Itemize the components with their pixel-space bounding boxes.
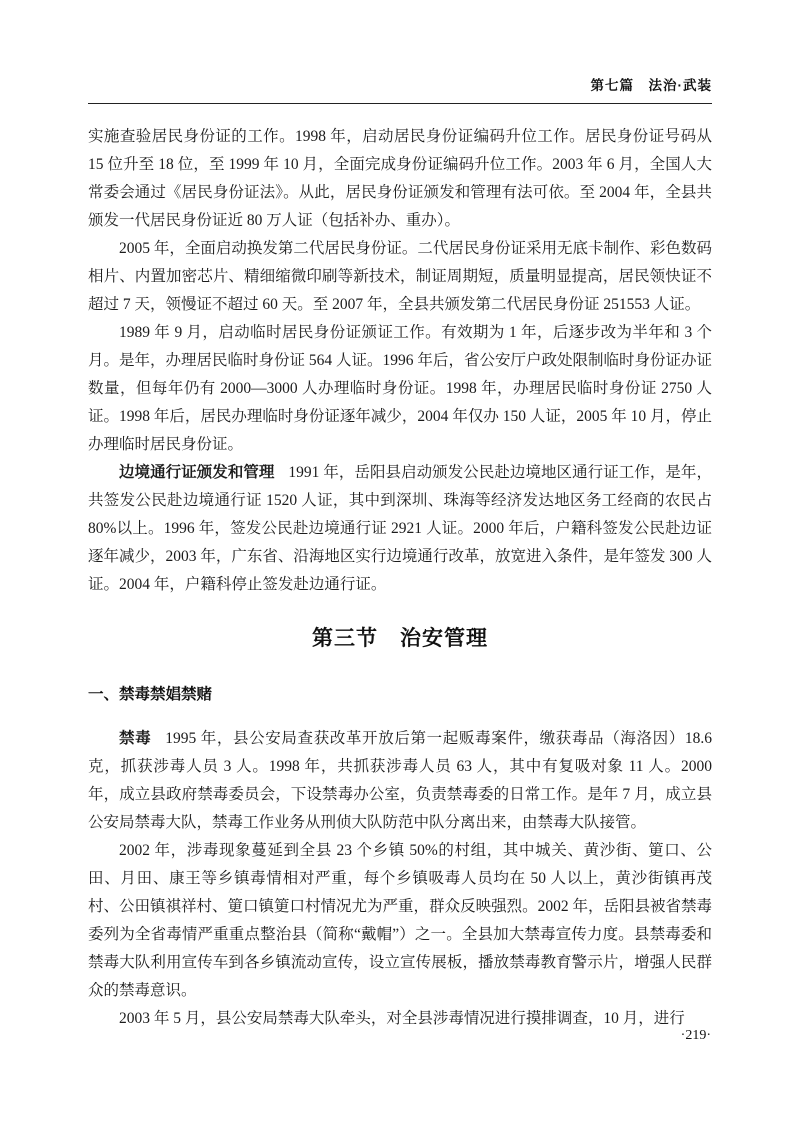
paragraph-text: 2003 年 5 月，县公安局禁毒大队牵头，对全县涉毒情况进行摸排调查，10 月，进行 [119, 1010, 685, 1027]
paragraph [88, 235, 712, 319]
section-title: 第三节 治安管理 [312, 627, 488, 650]
paragraph-text: 1989 年 9 月，启动临时居民身份证颁证工作。有效期为 1 年，后逐步改为半年和 3 个月。是年，办理居民临时身份证 564 人证。1996 年后，省公安厅户政处限制临时身份证办证数量，但每年仍有 2000—3000 人办理临时身份证。1998 年，办理居民临时身份证 2750 人证。1998 年后，居民办理临时身份证逐年减少，2004 年仅办 150 人证，2005 年 10 月，停止办理临时居民身份证。 [88, 324, 712, 453]
page-content [88, 74, 712, 1033]
paragraph-text: 1991 年，岳阳县启动颁发公民赴边境地区通行证工作，是年，共签发公民赴边境通行证 1520 人证，其中到深圳、珠海等经济发达地区务工经商的农民占 80%以上。1996 年，签发公民赴边境通行证 2921 人证。2000 年后，户籍科签发公民赴边证逐年减少，2003 年，广东省、沿海地区实行边境通行改革，放宽进入条件，是年签发 300 人证。2004 年，户籍科停止签发赴边通行证。 [88, 464, 712, 593]
header-divider [88, 103, 712, 104]
paragraph [88, 459, 712, 599]
paragraph-lead: 边境通行证颁发和管理 [119, 464, 275, 481]
paragraph [88, 123, 712, 235]
paragraph [88, 319, 712, 459]
page-number: ·219· [680, 1028, 711, 1043]
paragraph [88, 837, 712, 1005]
running-header: 第七篇 法治·武装 [590, 78, 712, 93]
paragraph-lead: 禁毒 [119, 730, 152, 747]
subsection-title: 一、禁毒禁娼禁赌 [88, 686, 213, 703]
paragraph-text: 实施查验居民身份证的工作。1998 年，启动居民身份证编码升位工作。居民身份证号码从 15 位升至 18 位，至 1999 年 10 月，全面完成身份证编码升位工作。2003 年 6 月，全国人大常委会通过《居民身份证法》。从此，居民身份证颁发和管理有法可依。至 2004 年，全县共颁发一代居民身份证近 80 万人证（包括补办、重办）。 [88, 128, 712, 229]
body-text [88, 123, 712, 1033]
paragraph [88, 725, 712, 837]
paragraph-text: 2002 年，涉毒现象蔓延到全县 23 个乡镇 50%的村组，其中城关、黄沙街、筻口、公田、月田、康王等乡镇毒情相对严重，每个乡镇吸毒人员均在 50 人以上，黄沙街镇再茂村、公田镇祺祥村、筻口镇筻口村情况尤为严重，群众反映强烈。2002 年，岳阳县被省禁毒委列为全省毒情严重重点整治县（简称“戴帽”）之一。全县加大禁毒宣传力度。县禁毒委和禁毒大队利用宣传车到各乡镇流动宣传，设立宣传展板，播放禁毒教育警示片，增强人民群众的禁毒意识。 [88, 842, 712, 999]
paragraph-text: 1995 年，县公安局查获改革开放后第一起贩毒案件，缴获毒品（海洛因）18.6 克，抓获涉毒人员 3 人。1998 年，共抓获涉毒人员 63 人，其中有复吸对象 11 人。2000 年，成立县政府禁毒委员会，下设禁毒办公室，负责禁毒委的日常工作。是年 7 月，成立县公安局禁毒大队，禁毒工作业务从刑侦大队防范中队分离出来，由禁毒大队接管。 [88, 730, 712, 831]
paragraph-text: 2005 年，全面启动换发第二代居民身份证。二代居民身份证采用无底卡制作、彩色数码相片、内置加密芯片、精细缩微印刷等新技术，制证周期短，质量明显提高，居民领快证不超过 7 天，领慢证不超过 60 天。至 2007 年，全县共颁发第二代居民身份证 251553 人证。 [88, 240, 712, 313]
paragraph [88, 1005, 712, 1033]
